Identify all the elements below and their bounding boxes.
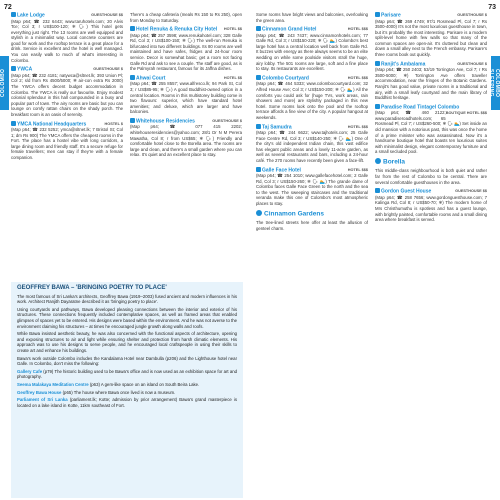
listing-text: There's a cheap cafeteria (meals Rs 150 to Rs 250), open from Monday to Saturday. (130, 12, 242, 23)
box-item-text: (p63) A gem-like space on an island on South Beira Lake. (89, 381, 200, 387)
section-heading (375, 158, 487, 167)
box-item-text: (p79) The historic building used to be Bawa's office and is now used as an exhibition space for art and photography. (17, 368, 237, 380)
section-heading (256, 210, 368, 219)
listing-name: Colombo Courtyard (262, 75, 309, 82)
listing-type: GUESTHOUSE $$ (455, 189, 487, 194)
listing-name-row (375, 188, 487, 195)
listing-text: Some rooms have bright views and balconies, overlooking the green area. (256, 12, 368, 23)
listing-text: (Map p64; ☎ 464 5333; www.colombocourtyard.com; 32 Alfred House Ave; Col 3; r US$150-200; ❄ 🗣 🏊) All the comforts you could ask for (huge TVs, work areas, rain showers and more) are stylishly packaged in this new hotel. Some rooms look onto the pool and the rooftop terrace affords a fine view of the city. A popular hangout at weekends. (256, 81, 368, 120)
listing-entry (130, 26, 242, 72)
left-page-number: 72 (4, 4, 12, 11)
listing-text: (Map p64; ☎ 460 2122; www.paradiseroadhotels.com; 65 Rosmead Pl, Col 7; r US$260-500; ❄ 🗣 🏊) Set inside an old mansion with a notorious past, this was once the home of a prime minister who was assassinated. Now it's a handsome boutique hotel that boasts ten luxurious suites with minimalist design, elegant contemporary furniture and a small secluded pool. (375, 110, 487, 155)
listing-name: YWCA (17, 66, 33, 73)
section-text: This middle-class neighbourhood is both quiet and rather far from the rest of Colombo to be central. There are several comfortable guesthouses in the area. (375, 168, 487, 185)
listing-text: (Map p64; ☎ 258 7656; www.gordonguesthouse.com; 7 Kalinga Rd, Col 8; r US$50-70; ❄) The modern home of Mrs Christhumuthu is spotless and has a guest lounge, with brightly painted, comfortable rooms and a small dining area where breakfast is served. (375, 194, 487, 223)
box-paragraph: Using courtyards and pathways, Bawa developed pleasing connections between the interior and exterior of his structures. These connections frequently included contemplative spaces, as well as framed areas that enabled glimpses of spaces yet to be entered. His designs were based within the environment. And he was not averse to the environment claiming his structures – at times he encouraged jungle growth along walls and roofs. (17, 306, 237, 329)
listing-name: Ahwai Court (136, 75, 166, 82)
listing-name: Gordon Guest House (381, 188, 432, 195)
hotel-icon (375, 12, 380, 17)
hotel-icon (11, 121, 16, 126)
hotel-icon (375, 61, 380, 66)
hotel-icon (256, 167, 261, 172)
listing-entry (375, 61, 487, 101)
right-page (256, 12, 488, 498)
listing-entry (11, 66, 123, 117)
listing-type: GUESTHOUSE $$ (91, 13, 123, 17)
listing-type: GUESTHOUSE $ (212, 118, 242, 123)
left-side-tab: COLOMBO (0, 56, 9, 110)
hotel-icon (375, 188, 380, 193)
left-page-column-a (11, 12, 123, 164)
hotel-icon (130, 26, 135, 31)
listing-type: HOTEL $$$ (347, 75, 368, 80)
hotel-icon (375, 104, 380, 109)
listing-text: (Map p64; ☎ 232 6443; www.taruhotels.com; 20 Alvis Tce; Col 3; r US$100-120; ❄ 🗣) This hotel gets everything just right. The 13 rooms are well equipped and stylish in a minimalist way. Local concrete counters are good for work and the rooftop terrace is a great place for a drink. Service is excellent and the hotel is well managed. You can easily walk to much of what's interesting in Colombo. (11, 18, 123, 63)
listing-type: HOTEL $$$ (347, 27, 368, 32)
listing-name-row (256, 26, 368, 33)
listing-text: (Map p64; ☎ 257 3598; www.renukahotel.com; 328 Galle Rd, Col 3; r US$100-150; ❄ 🗣) The well-run Renuka is bifurcated into two different buildings. Its 80 rooms are well maintained and have safes, fridges and 24-hour room service. Decor is somewhat basic; get a room not facing Galle Rd and ask to see a couple. The staff are good, as is the Palmyrah restaurant, famous for its Jaffna dishes. (130, 32, 242, 72)
right-side-tab: COLOMBO SLEEPING (491, 56, 500, 110)
box-item-text: (parliament.lk; Kotte; admission by prior arrangement) Bawa's grand masterpiece is located on a lake island in Kotte, 11km southeast of Fort. (17, 397, 237, 408)
listing-type: HOTEL $$ (223, 75, 242, 80)
listing-name: Parisare (381, 12, 401, 19)
listing-name-row (130, 26, 242, 33)
section-text: The tree-lined streets here offer at least the allusion of genteel charm. (256, 220, 368, 231)
listing-entry (375, 188, 487, 222)
listing-entry (130, 118, 242, 158)
listing-entry (256, 167, 368, 207)
listing-entry (11, 12, 123, 63)
geoffrey-bawa-box (11, 282, 243, 498)
listing-entry (11, 121, 123, 161)
box-paragraph: While Bawa insisted aesthetic beauty, he was also concerned with the functional aspects of architecture, opening and exposing structures to air and light while ensuring shelter and protection from harsh climatic elements. His approach was to use his designs to serve people, and he encouraged local craftspeople in using their skills to create art and enhance his buildings. (17, 331, 237, 353)
listing-name: Taj Samudra (262, 124, 292, 130)
listing-text: (Map p64; ☎ 255 8557; www.alfresco.lk; 94 Park St, Col 3; r US$85-95; ❄ 🗣) A good Buddhist-owned option in a central location. Rooms in this multistorey building come in two flavours: superior, which have standard hotel amenities; and deluxe, which are larger and have balconies. (130, 81, 242, 115)
listing-name: Cinnamon Grand Hotel (262, 26, 317, 33)
listing-text: (Map p64; ☎ 232 5252; ymca@sltnet.lk; 7 Bristol St; Col 1; dm Rs 900) The YMCA offers the cheapest rooms in the Fort. The place has a hostel vibe with long corridors, a large dining room and friendly staff. It's a secure refuge for female travellers; men can stay if they're with a female companion. (11, 127, 123, 160)
listing-text: (Map p64; ☎ 077 415 2202; whitehouseresidencies@yahoo.com; 28/1 Dr N M Perera Mawatha, Col 8; r from US$65; ❄ 🗣) Friendly and comfortable hotel close to the Borella area. The rooms are large and clean, and there's a small garden where you can relax. It's quiet and an excellent place to stay. (130, 124, 242, 158)
hotel-icon (130, 75, 135, 80)
listing-text: (Map p64; ☎ 232 4181; natywca@sltnet.lk; 393 Union Pl; Col 2; s/d from Rs 4500/5000; ❄ air-con extra Rs 2000) The YWCA offers decent budget accommodation in Colombo. The YWCA is really our favourite. Enjoy modest colonial splendour in this hall compounded in a busy and popular part of town. The airy rooms are basic but you can lounge on comfy rattan chairs on the shady porch. The breakfast room is an oasis of serenity. (11, 72, 123, 117)
listing-name: Hotel Renuka & Renuka City Hotel (136, 26, 218, 33)
listing-type: HOTEL $$$ (347, 124, 368, 129)
listing-name: Whitehouse Residencies (136, 118, 195, 125)
listing-entry (375, 104, 487, 155)
section-title: Cinnamon Gardens (264, 210, 324, 218)
listing-type: GUESTHOUSE $ (457, 13, 487, 17)
listing-name: Galle Face Hotel (262, 167, 301, 174)
section-icon (256, 210, 262, 216)
listing-entry (256, 124, 368, 164)
listing-entry (130, 75, 242, 115)
right-page-column-b (375, 12, 487, 226)
section-icon (375, 158, 381, 164)
listing-name: YMCA National Headquarters (17, 121, 87, 127)
right-page-number: 73 (488, 4, 496, 11)
left-page-column-b (130, 12, 242, 161)
box-item (17, 369, 237, 380)
right-page-column-a (256, 12, 368, 231)
left-page (11, 12, 243, 498)
hotel-icon (11, 12, 16, 17)
listing-type: GUESTHOUSE $ (457, 61, 487, 66)
box-title: GEOFFREY BAWA – 'BRINGING POETRY TO PLACE' (17, 285, 167, 291)
listing-text: (Map p64; ☎ 244 6622; www.tajhotels.com; 25 Galle Face Centre Rd, Col 3; r US$140-250; ❄ 🗣 🏊) One of the city's old independent Indian chain, this vast edifice has elegant public areas and a lovely 11-acre garden, as well as several restaurants and bars, including a 24-hour café. The 270 rooms have recently been given a face-lift. (256, 130, 368, 163)
listing-type: HOSTEL $ (104, 121, 123, 126)
listing-entry (130, 12, 242, 23)
listing-type: GUESTHOUSE $ (93, 67, 123, 72)
listing-entry (256, 26, 368, 72)
listing-type: HOTEL $$ (223, 27, 242, 32)
listing-name: Paradise Road Tintagel Colombo (381, 104, 460, 111)
box-item (17, 397, 237, 408)
box-item-text: (p65) The house where Bawa once lived is now a museum. (62, 389, 176, 395)
listing-entry (375, 12, 487, 58)
listing-type: BOUTIQUE HOTEL $$$ (445, 111, 487, 116)
listing-entry (256, 12, 368, 23)
box-item-name: Gallery Cafe (17, 368, 43, 374)
listing-type: HOTEL $$$ (347, 167, 368, 172)
listing-text: (Map p64; ☎ 254 1010; www.gallefacehotel.com; 2 Galle Rd, Col 3; r US$150-260; ❄ 🗣 🏊) The grande dame of Colombo faces Galle Face Green to the north and the sea to the west. The sweeping staircases and the traditional veranda make this one of Colombo's most atmospheric places to stay. (256, 173, 368, 207)
hotel-icon (256, 124, 261, 129)
box-paragraph: The most famous of Sri Lanka's architects, Geoffrey Bawa (1919–2003) fused ancient and modern influences in his work. Architect Ranjith Dayaratne described it as 'bringing poetry to place'. (17, 293, 237, 305)
box-item (17, 390, 237, 396)
box-item (17, 382, 237, 388)
listing-name: Lake Lodge (17, 12, 45, 19)
listing-text: (Map p64; ☎ 250 2403; 53/19 Torrington Ave, Col 7; r Rs 3500-5000; ❄) Torrington Ave offers traveller accommodation, near the fringes of the Botanic Gardens. Ranjit's has good value, private rooms in a traditional and airy, with a small leafy courtyard and the main library of Buddhist heritage. (375, 67, 487, 101)
box-list-intro: Bawa's work outside Colombo includes the Kandalama Hotel near Dambulla (p206) and the Lighthouse hotel near Galle. In Colombo, don't miss the following: (17, 355, 237, 367)
section-title: Borella (383, 158, 406, 166)
box-item-name: Geoffrey Bawa House (17, 389, 62, 395)
hotel-icon (130, 118, 135, 123)
hotel-icon (11, 66, 16, 71)
box-item-name: Seema Malakaya Meditation Centre (17, 381, 89, 387)
listing-text: (Map p64; ☎ 269 4749; 97/1 Rosmead Pl, Col 7; r Rs 3500-4000) It's not the most luxurious guesthouse in town, but it's probably the most interesting. Parisare is a modern split-level home with few walls so that many of the common spaces are open-air. It's cluttered but clean and down a small alley next to the French embassy. Parisare's three rooms book out quickly. (375, 18, 487, 58)
hotel-icon (256, 75, 261, 80)
box-item-name: Parliament of Sri Lanka (17, 397, 68, 403)
listing-text: (Map p64; ☎ 243 7437; www.cinnamonhotels.com; 77 Galle Rd, Col 3; r US$150-220; ❄ 🗣 🏊) Colombo's best large hotel has a central location well back from Galle Rd. It buzzes with energy as there always seems to be an elite wedding on while some poolside visitors stroll the huge, airy lobby. The 501 rooms are large, soft and a fine place to stay. Its restaurants are excellent. (256, 32, 368, 72)
listing-name: Ranjit's Ambalama (381, 61, 426, 68)
hotel-icon (256, 26, 261, 31)
listing-entry (256, 75, 368, 121)
